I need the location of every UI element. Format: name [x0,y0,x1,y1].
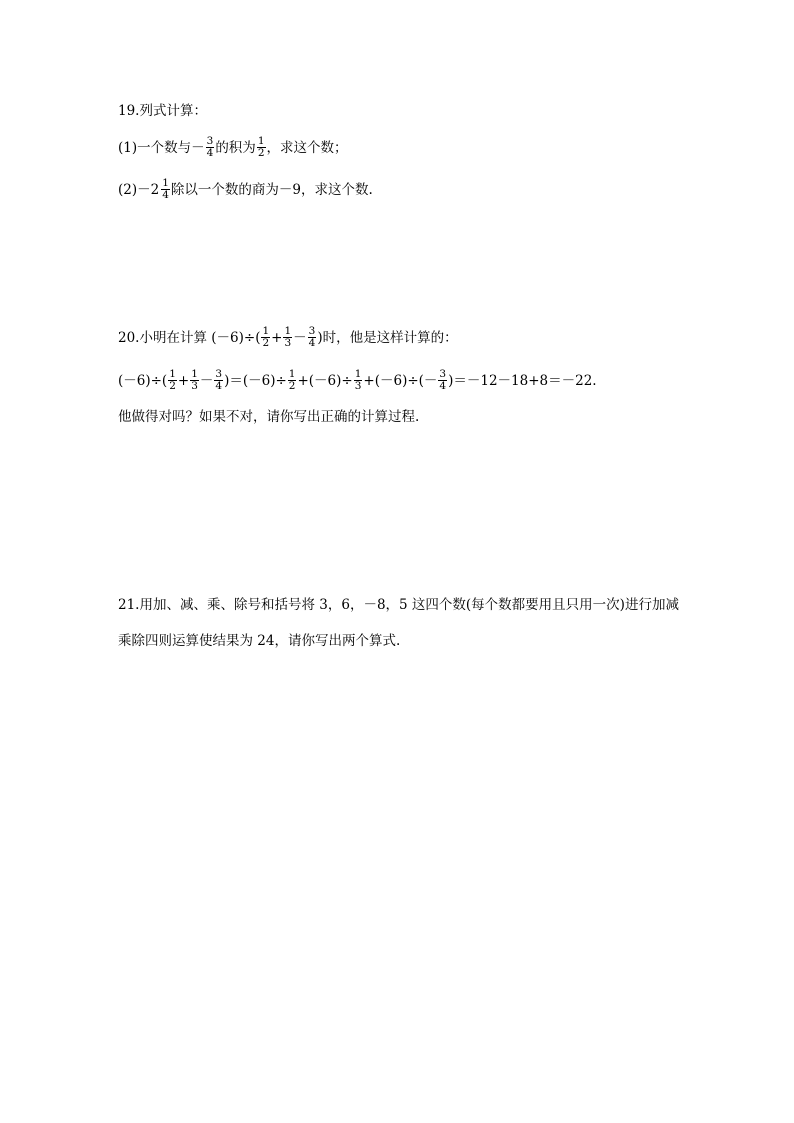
q19-part1 [118,137,348,160]
q20-l1-text2: + [271,330,283,346]
q19-p2-text2: 除以一个数的商为－9，求这个数. [170,182,373,198]
q20-l2-text2: + [177,373,190,389]
q20-l1-text3: － [293,330,307,346]
q19-p1-text3: ，求这个数； [266,140,348,156]
q20-l1-text1: 20.小明在计算 (－6)÷( [118,330,261,346]
q19-part2 [118,179,373,202]
fraction: $\frac{3}{4}$ [206,135,214,159]
fraction: $\frac{1}{3}$ [191,368,198,392]
q21-line2: 乘除四则运算使结果为 24，请你写出两个算式. [118,633,401,649]
q20-line3: 他做得对吗？如果不对，请你写出正确的计算过程. [118,409,420,425]
fraction: $\frac{1}{2}$ [169,368,176,392]
q19-p2-text1: (2)－2 [118,182,160,198]
fraction: $\frac{3}{4}$ [439,368,447,392]
q19-p1-text2: 的积为 [215,140,256,156]
q20-l2-text5: +(－6)÷ [297,373,353,389]
q19-p1-text1: (1)一个数与－ [118,140,205,156]
fraction: $\frac{1}{3}$ [284,325,292,349]
q20-l2-text7: )＝－12－18+8＝－22. [448,373,597,389]
q21-line1: 21.用加、减、乘、除号和括号将 3，6，－8，5 这四个数(每个数都要用且只用一次)进行加减 [118,597,679,613]
q20-l2-text3: － [199,373,214,389]
q20-l2-text4: )＝(－6)÷ [224,373,287,389]
q20-line2 [118,370,597,393]
q20-l2-text1: (－6)÷( [118,373,168,389]
fraction: $\frac{3}{4}$ [308,325,316,349]
q20-l1-text4: )时，他是这样计算的： [317,330,458,346]
fraction: $\frac{3}{4}$ [215,368,223,392]
fraction: $\frac{1}{2}$ [262,325,270,349]
fraction: $\frac{1}{2}$ [257,135,265,159]
q20-line1 [118,327,458,350]
fraction: $\frac{1}{3}$ [354,368,362,392]
fraction: $\frac{1}{4}$ [162,177,169,201]
q19-title: 19.列式计算： [118,103,207,119]
q20-l2-text6: +(－6)÷(－ [363,373,438,389]
fraction: $\frac{1}{2}$ [288,368,296,392]
